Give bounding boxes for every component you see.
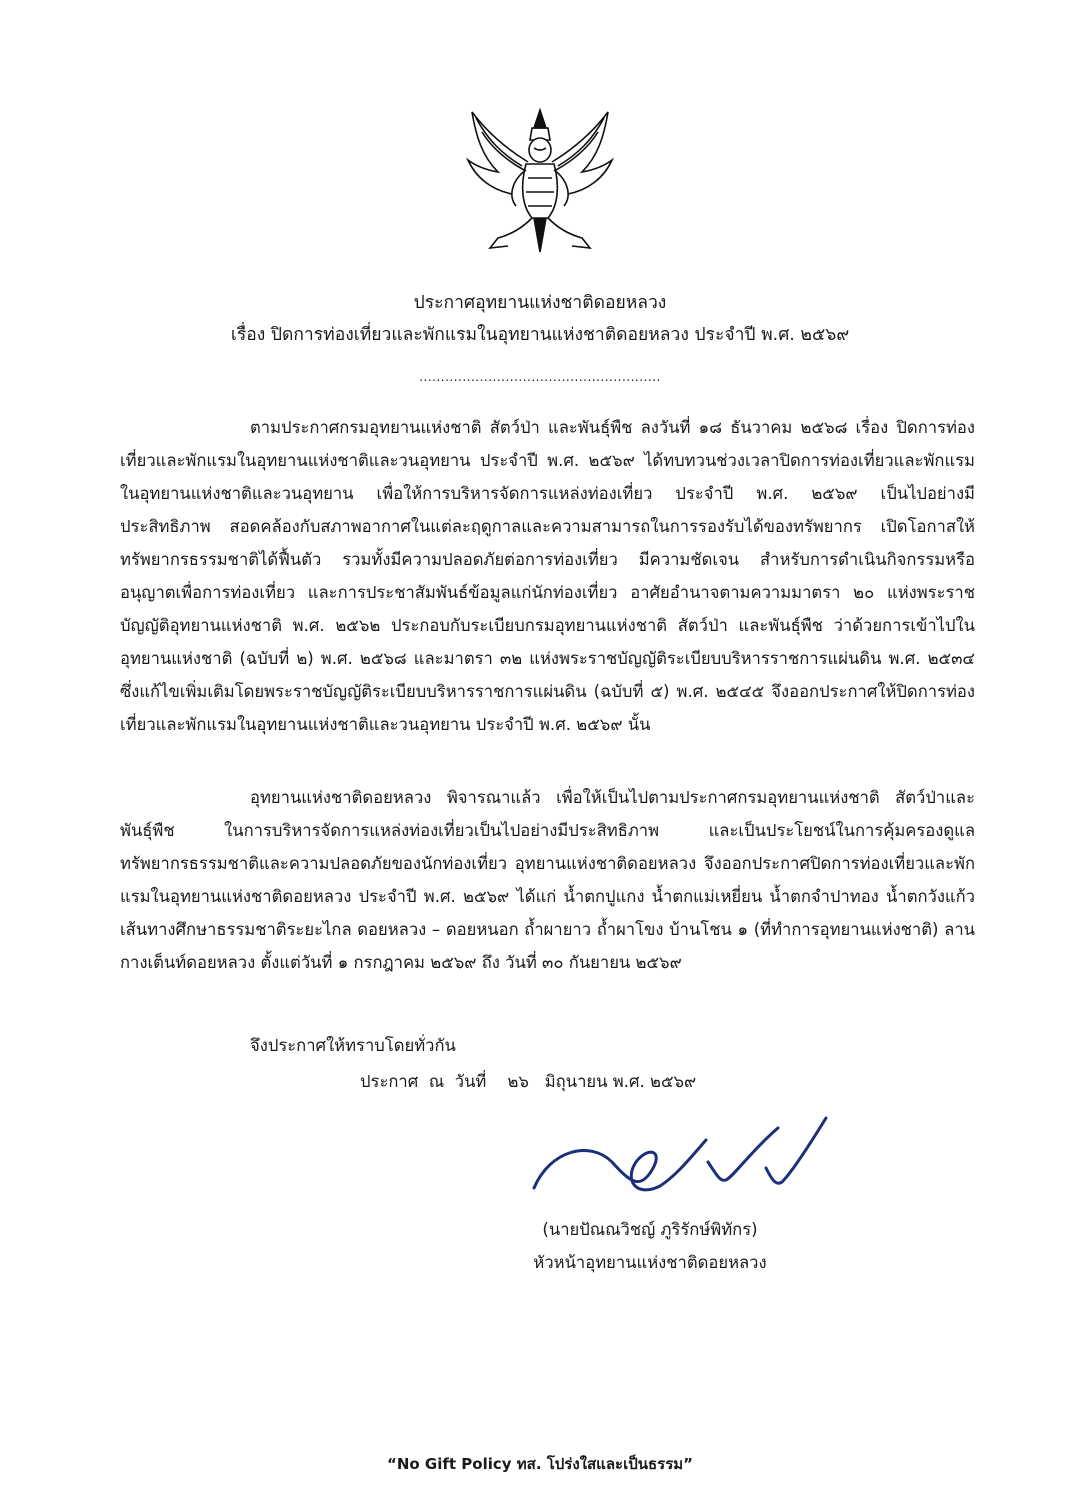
handwritten-signature [520,1110,840,1205]
separator-dots: ........................................................ [419,370,661,384]
footer-policy: “No Gift Policy ทส. โปร่งใสและเป็นธรรม” [386,1455,694,1473]
garuda-emblem-icon [462,106,618,256]
closing-statement: จึงประกาศให้ทราบโดยทั่วกัน [250,1036,456,1055]
body-paragraph-1: ตามประกาศกรมอุทยานแห่งชาติ สัตว์ป่า และพันธุ์พืช ลงวันที่ ๑๘ ธันวาคม ๒๕๖๘ เรื่อง ปิดการท่องเที่ยวและพักแรมในอุทยานแห่งชาติและวนอุทยาน ประจำปี พ.ศ. ๒๕๖๙ ได้ทบทวนช่วงเวลาปิดการท่องเที่ยวและพักแรมในอุทยานแห่งชาติและวนอุทยาน เพื่อให้การบริหารจัดการแหล่งท่องเที่ยว ประจำปี พ.ศ. ๒๕๖๙ เป็นไปอย่างมีประสิทธิภาพ สอดคล้องกับสภาพอากาศในแต่ละฤดูกาลและความสามารถในการรองรับได้ของทรัพยากร เปิดโอกาสให้ทรัพยากรธรรมชาติได้ฟื้นตัว รวมทั้งมีความปลอดภัยต่อการท่องเที่ยว มีความชัดเจน สำหรับการดำเนินกิจกรรมหรืออนุญาตเพื่อการท่องเที่ยว และการประชาสัมพันธ์ข้อมูลแก่นักท่องเที่ยว อาศัยอำนาจตามความมาตรา ๒๐ แห่งพระราชบัญญัติอุทยานแห่งชาติ พ.ศ. ๒๕๖๒ ประกอบกับระเบียบกรมอุทยานแห่งชาติ สัตว์ป่า และพันธุ์พืช ว่าด้วยการเข้าไปในอุทยานแห่งชาติ (ฉบับที่ ๒) พ.ศ. ๒๕๖๘ และมาตรา ๓๒ แห่งพระราชบัญญัติระเบียบบริหารราชการแผ่นดิน พ.ศ. ๒๕๓๔ ซึ่งแก้ไขเพิ่มเติมโดยพระราชบัญญัติระเบียบบริหารราชการแผ่นดิน (ฉบับที่ ๕) พ.ศ. ๒๕๔๕ จึงออกประกาศให้ปิดการท่องเที่ยวและพักแรมในอุทยานแห่งชาติและวนอุทยาน ประจำปี พ.ศ. ๒๕๖๙ นั้น [120,418,975,734]
announcement-subject: เรื่อง ปิดการท่องเที่ยวและพักแรมในอุทยานแห่งชาติดอยหลวง ประจำปี พ.ศ. ๒๕๖๙ [230,325,850,345]
announcement-title: ประกาศอุทยานแห่งชาติดอยหลวง [413,293,667,313]
signer-position: หัวหน้าอุทยานแห่งชาติดอยหลวง [533,1253,767,1272]
body-paragraph-2: อุทยานแห่งชาติดอยหลวง พิจารณาแล้ว เพื่อให้เป็นไปตามประกาศกรมอุทยานแห่งชาติ สัตว์ป่าและพันธุ์พืช ในการบริหารจัดการแหล่งท่องเที่ยวเป็นไปอย่างมีประสิทธิภาพ และเป็นประโยชน์ในการคุ้มครองดูแลทรัพยากรธรรมชาติและความปลอดภัยของนักท่องเที่ยว อุทยานแห่งชาติดอยหลวง จึงออกประกาศปิดการท่องเที่ยวและพักแรมในอุทยานแห่งชาติดอยหลวง ประจำปี พ.ศ. ๒๕๖๙ ได้แก่ น้ำตกปูแกง น้ำตกแม่เหยี่ยน น้ำตกจำปาทอง น้ำตกวังแก้ว เส้นทางศึกษาธรรมชาติระยะไกล ดอยหลวง – ดอยหนอก ถ้ำผายาว ถ้ำผาโขง บ้านโชน ๑ (ที่ทำการอุทยานแห่งชาติ) ลานกางเต็นท์ดอยหลวง ตั้งแต่วันที่ ๑ กรกฎาคม ๒๕๖๙ ถึง วันที่ ๓๐ กันยายน ๒๕๖๙ [120,788,975,972]
announcement-dateline: ประกาศ ณ วันที่ ๒๖ มิถุนายน พ.ศ. ๒๕๖๙ [360,1072,697,1091]
signer-name: (นายปัณณวิชญ์ ภูริรักษ์พิทักร) [542,1220,758,1239]
